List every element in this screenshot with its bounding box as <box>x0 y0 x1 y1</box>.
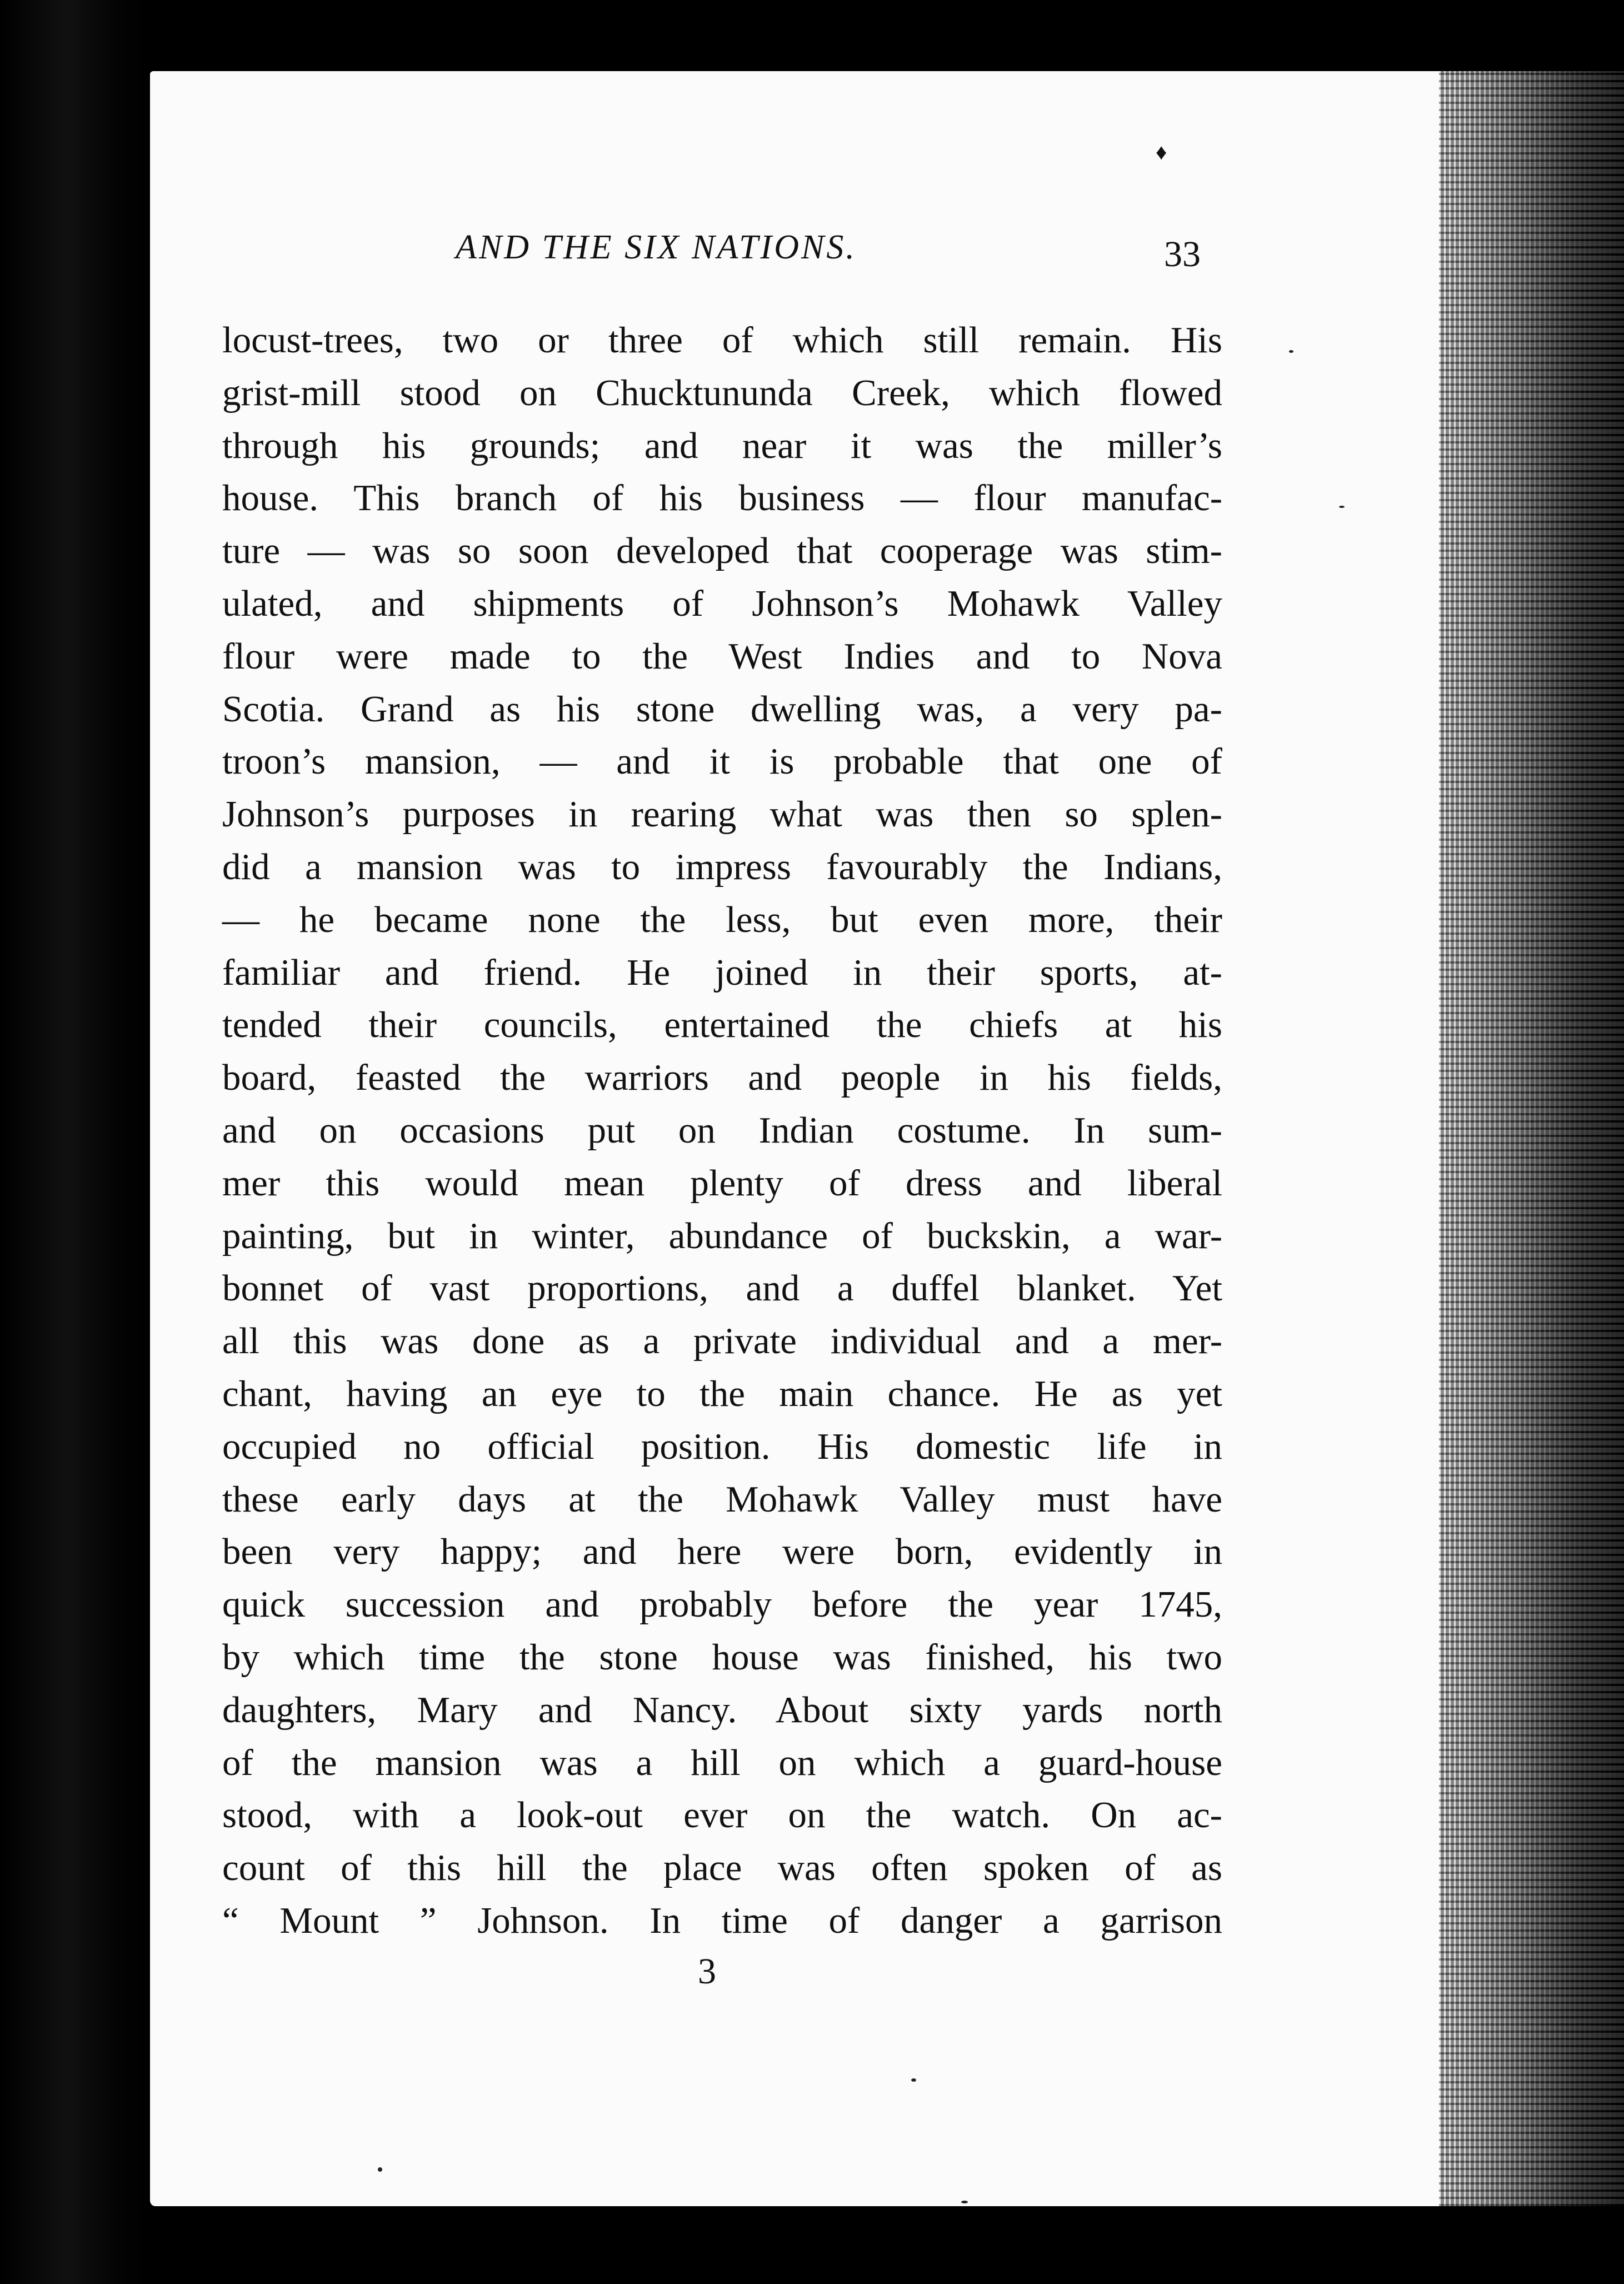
scan-speck <box>911 2078 916 2082</box>
text-line: mer this would mean plenty of dress and liberal <box>222 1162 1222 1204</box>
text-line: daughters, Mary and Nancy. About sixty yards north <box>222 1689 1222 1731</box>
text-line: of the mansion was a hill on which a guard-house <box>222 1742 1222 1783</box>
text-line: did a mansion was to impress favourably the Indians, <box>222 846 1222 887</box>
text-line: grist-mill stood on Chucktununda Creek, which flowed <box>222 372 1222 413</box>
body-text <box>222 314 1222 1947</box>
text-line: quick succession and probably before the year 1745, <box>222 1584 1222 1625</box>
text-line: these early days at the Mohawk Valley must have <box>222 1478 1222 1520</box>
text-line: board, feasted the warriors and people in his fields, <box>222 1057 1222 1099</box>
text-line: locust-trees, two or three of which still remain. His <box>222 320 1222 361</box>
text-line: ture — was so soon developed that cooperage was stim- <box>222 530 1222 572</box>
text-line: ulated, and shipments of Johnson’s Mohawk Valley <box>222 582 1222 624</box>
text-line: been very happy; and here were born, evidently in <box>222 1531 1222 1573</box>
text-line: by which time the stone house was finished, his two <box>222 1636 1222 1678</box>
text-line: stood, with a look-out ever on the watch. On ac- <box>222 1794 1222 1836</box>
text-line: house. This branch of his business — flour manufac- <box>222 477 1222 519</box>
text-line: flour were made to the West Indies and to Nova <box>222 635 1222 677</box>
scan-speck <box>1339 506 1345 508</box>
page-number: 33 <box>1164 234 1201 275</box>
text-line: all this was done as a private individual and a mer- <box>222 1320 1222 1362</box>
text-line: bonnet of vast proportions, and a duffel blanket. Yet <box>222 1268 1222 1309</box>
text-line: familiar and friend. He joined in their sports, at- <box>222 951 1222 993</box>
running-head: AND THE SIX NATIONS. <box>456 228 857 266</box>
text-line: and on occasions put on Indian costume. In sum- <box>222 1109 1222 1151</box>
scan-speck <box>961 2201 968 2203</box>
text-line: occupied no official position. His domestic life in <box>222 1425 1222 1467</box>
text-line: Johnson’s purposes in rearing what was then so splen- <box>222 794 1222 835</box>
scan-speck <box>1289 350 1293 353</box>
text-line: chant, having an eye to the main chance. He as yet <box>222 1373 1222 1414</box>
scan-edge-noise <box>1439 71 1624 2206</box>
text-line: count of this hill the place was often spoken of as <box>222 1847 1222 1889</box>
text-line: “ Mount ” Johnson. In time of danger a garrison <box>222 1899 1222 1941</box>
text-line: through his grounds; and near it was the miller’s <box>222 425 1222 466</box>
text-line: painting, but in winter, abundance of buckskin, a war- <box>222 1215 1222 1256</box>
text-line: troon’s mansion, — and it is probable that one of <box>222 741 1222 782</box>
signature-mark: 3 <box>698 1951 716 1992</box>
ornament-mark: ♦ <box>1156 139 1167 164</box>
scan-speck <box>378 2167 382 2172</box>
text-line: tended their councils, entertained the chiefs at his <box>222 1004 1222 1046</box>
book-binding-edge <box>0 0 150 2284</box>
text-line: Scotia. Grand as his stone dwelling was, a very pa- <box>222 688 1222 730</box>
text-line: — he became none the less, but even more, their <box>222 899 1222 940</box>
